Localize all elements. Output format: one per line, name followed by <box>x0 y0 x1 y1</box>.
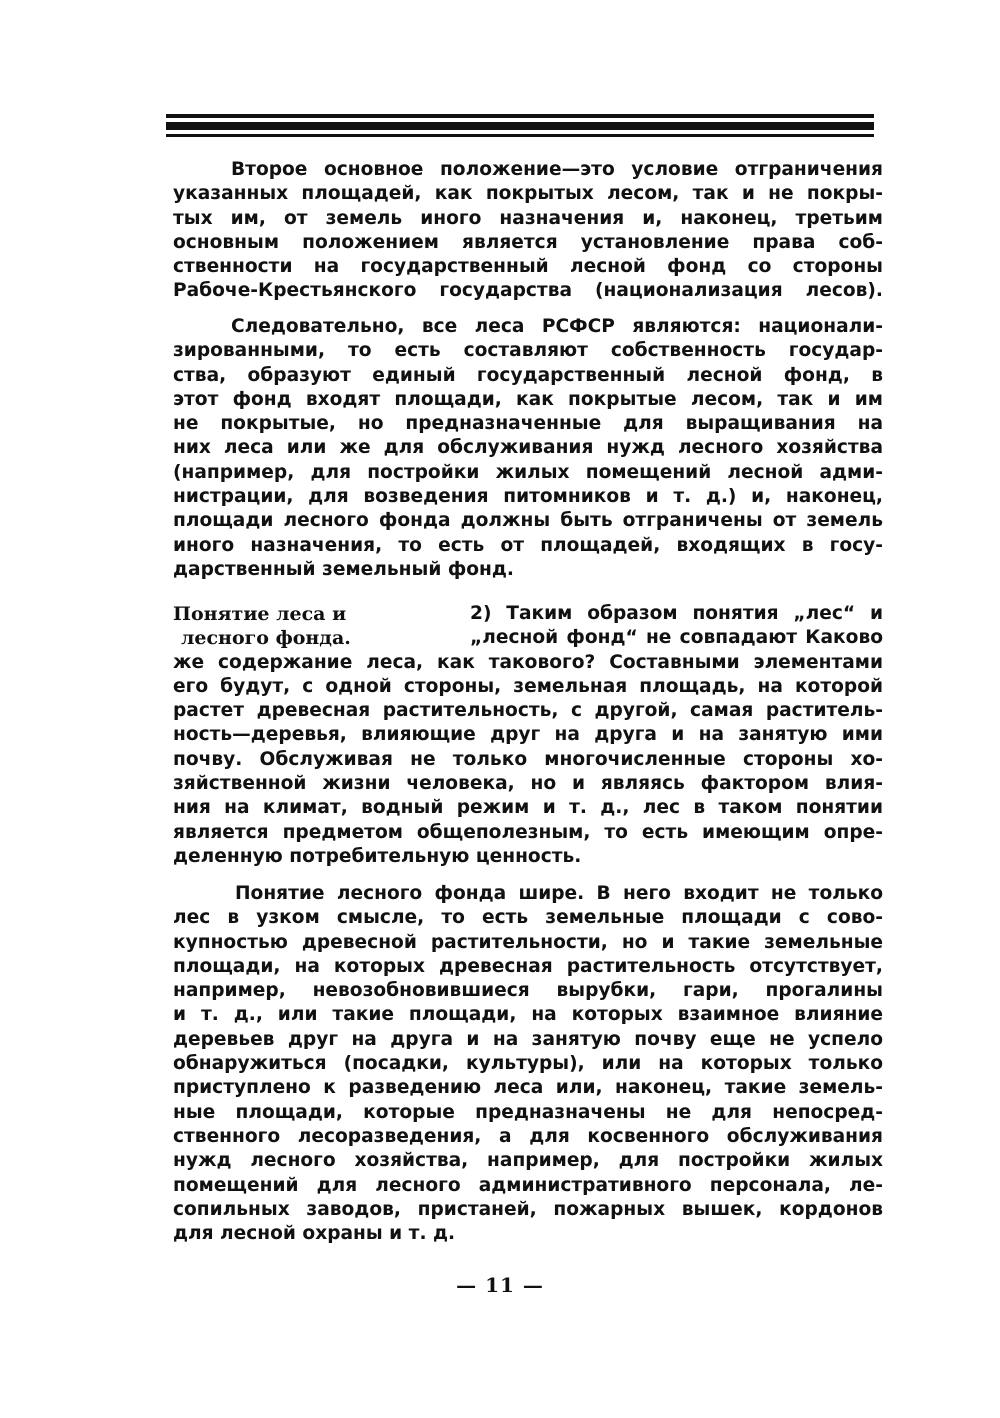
text-line: сопильных заводов, пристаней, пожарных вышек, кордонов <box>173 1198 883 1220</box>
text-line: ность—деревья, влияющие друг на друга и на занятую ими <box>173 724 883 746</box>
text-line: нужд лесного хозяйства, например, для постройки жилых <box>173 1150 883 1172</box>
text-line: Следовательно, все леса РСФСР являются: национали- <box>231 316 883 337</box>
side-heading-line-1: Понятие леса и <box>173 603 347 625</box>
text-line: указанных площадей, как покрытых лесом, так и не покры- <box>173 183 883 205</box>
text-line: купностью древесной растительности, но и такие земельные <box>173 931 883 953</box>
text-line: нистрации, для возведения питомников и т. д.) и, наконец, <box>173 486 883 508</box>
text-line: ные площади, которые предназначены не для непосред- <box>173 1101 883 1123</box>
text-line: деревьев друг на друга и на занятую почву еще не успело <box>173 1028 883 1050</box>
page-number: — 11 — <box>456 1273 544 1297</box>
text-line: почву. Обслуживая не только многочисленные стороны хо- <box>173 748 883 770</box>
text-line: тых им, от земель иного назначения и, наконец, третьим <box>173 207 883 229</box>
text-line: ственного лесоразведения, а для косвенного обслуживания <box>173 1125 883 1147</box>
text-line: для лесной охраны и т. д. <box>173 1223 456 1245</box>
text-line: обнаружиться (посадки, культуры), или на которых только <box>173 1053 883 1075</box>
text-line: же содержание леса, как такового? Составными элементами <box>173 651 883 673</box>
text-line: Понятие лесного фонда шире. В него входит не только <box>235 883 883 904</box>
text-line: дарственный земельный фонд. <box>173 558 514 580</box>
text-line: деленную потребительную ценность. <box>173 845 582 867</box>
text-line: например, невозобновившиеся вырубки, гари, прогалины <box>173 980 883 1002</box>
text-line: приступлено к разведению леса или, наконец, такие земель- <box>173 1077 883 1099</box>
header-rule-thick <box>166 122 874 130</box>
header-rule-thin-top <box>166 114 874 118</box>
text-line: зированными, то есть составляют собственность государ- <box>173 340 883 362</box>
text-line: лес в узком смысле, то есть земельные площади с сово- <box>173 907 883 929</box>
text-line: этот фонд входят площади, как покрытые лесом, так и им <box>173 388 883 410</box>
header-rule-thin-bottom <box>166 134 874 137</box>
text-line: зяйственной жизни человека, но и являясь фактором влия- <box>173 773 883 795</box>
text-line: Рабоче-Крестьянского государства (национализация лесов). <box>173 280 883 302</box>
text-line: растет древесная растительность, с другой, самая раститель- <box>173 700 883 722</box>
paragraph-3 <box>173 602 883 869</box>
text-line: и т. д., или такие площади, на которых взаимное влияние <box>173 1004 883 1026</box>
paragraph-2 <box>173 315 883 582</box>
text-line: (например, для постройки жилых помещений лесной адми- <box>173 461 883 483</box>
text-line: них леса или же для обслуживания нужд лесного хозяйства <box>173 437 883 459</box>
text-line: помещений для лесного административного персонала, ле- <box>173 1174 883 1196</box>
text-line: ственности на государственный лесной фонд со стороны <box>173 256 883 278</box>
text-line: не покрытые, но предназначенные для выращивания на <box>173 413 883 435</box>
text-line: его будут, с одной стороны, земельная площадь, на которой <box>173 675 883 697</box>
text-line: „лесной фонд“ не совпадают Каково <box>470 627 883 649</box>
paragraph-4 <box>173 882 883 1246</box>
side-heading-line-2: лесного фонда. <box>181 627 351 650</box>
text-line: иного назначения, то есть от площадей, входящих в госу- <box>173 534 883 556</box>
text-line: является предметом общеполезным, то есть имеющим опре- <box>173 821 883 843</box>
text-line: Второе основное положение—это условие отграничения <box>231 159 883 180</box>
text-line: 2) Таким образом понятия „лес“ и <box>470 603 883 624</box>
text-line: площади, на которых древесная растительность отсутствует, <box>173 955 883 977</box>
paragraph-1 <box>173 158 883 304</box>
text-line: ния на климат, водный режим и т. д., лес в таком понятии <box>173 797 883 819</box>
text-line: площади лесного фонда должны быть отграничены от земель <box>173 510 883 532</box>
text-line: ства, образуют единый государственный лесной фонд, в <box>173 364 883 386</box>
text-line: основным положением является установление права соб- <box>173 231 883 253</box>
